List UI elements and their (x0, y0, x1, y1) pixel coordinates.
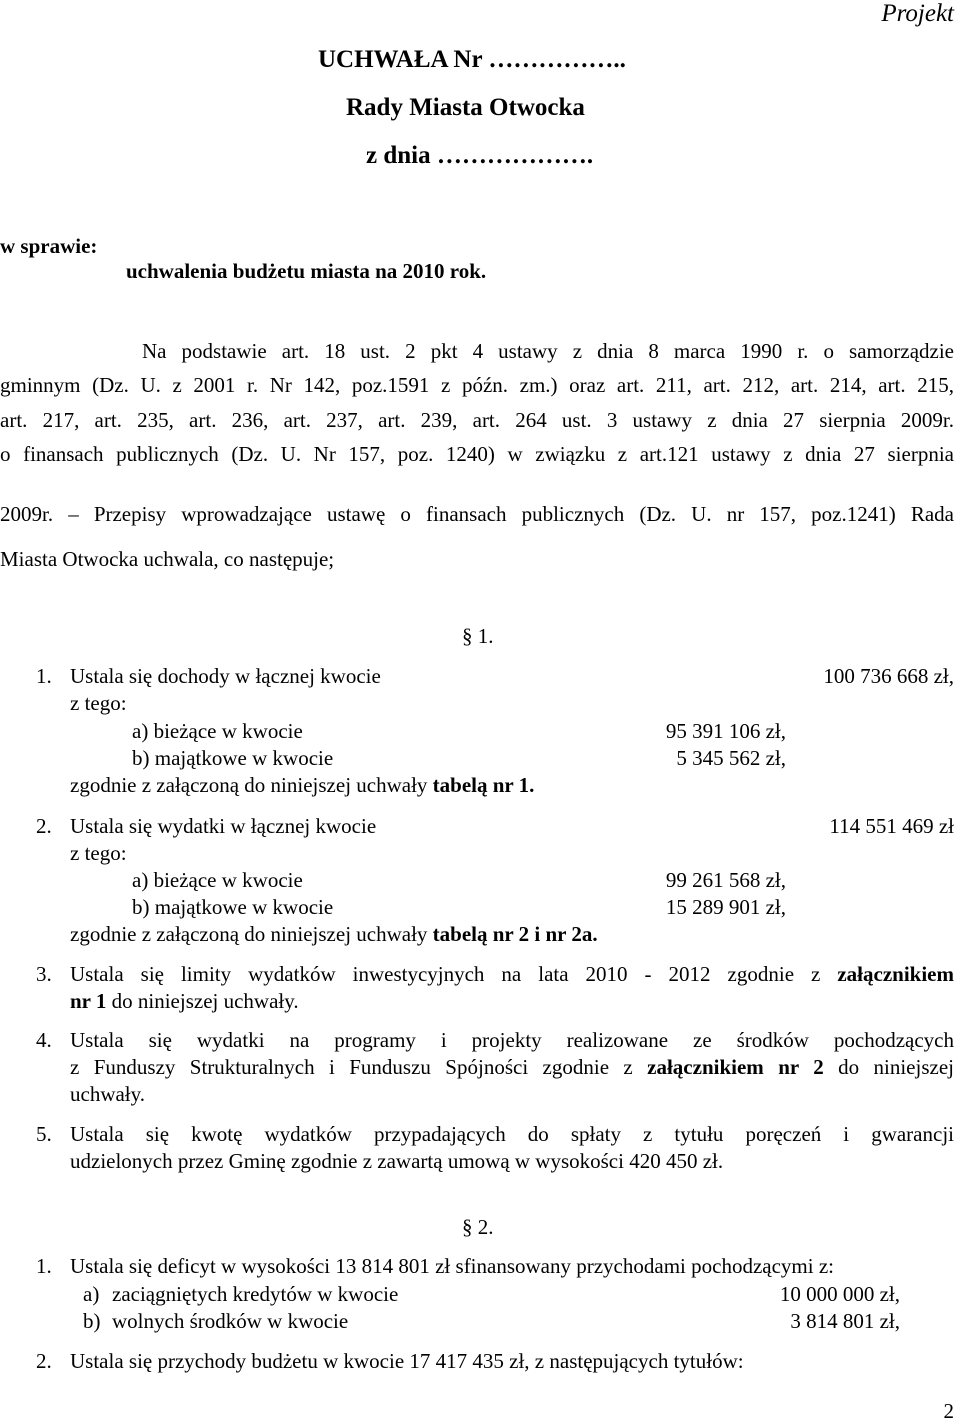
projekt-label: Projekt (881, 0, 954, 27)
subitem-letter: b) (83, 1309, 101, 1333)
section-heading: § 2. (462, 1215, 494, 1239)
current-income-value: 95 391 106 zł, (665, 719, 786, 743)
item-text-part: do niniejszej (823, 1055, 954, 1079)
attachment-ref: załącznikiem nr 2 (647, 1055, 824, 1079)
subitem-letter: a) (83, 1282, 100, 1306)
current-income-label: a) bieżące w kwocie (132, 719, 303, 743)
item-text (70, 1054, 954, 1081)
note-table-ref: tabelą nr 2 i nr 2a. (432, 922, 598, 946)
note-text: zgodnie z załączoną do niniejszej uchwały (70, 922, 433, 946)
item-text: Ustala się kwotę wydatków przypadających do spłaty z tytułu poręczeń i gwarancji (70, 1122, 954, 1146)
item-number: 1. (36, 1254, 52, 1278)
item-number: 1. (36, 664, 52, 688)
item-text: Ustala się przychody budżetu w kwocie 17 417 435 zł, z następujących tytułów: (70, 1349, 744, 1373)
current-expense-label: a) bieżące w kwocie (132, 868, 303, 892)
current-expense-value: 99 261 568 zł, (665, 868, 786, 892)
item-number: 2. (36, 814, 52, 838)
section-heading: § 1. (462, 624, 494, 648)
resolution-date: z dnia ………………. (366, 142, 594, 169)
item-note (70, 772, 534, 799)
note-text: zgodnie z załączoną do niniejszej uchwały (70, 773, 433, 797)
capital-expense-value: 15 289 901 zł, (665, 895, 786, 919)
item-text: Ustala się deficyt w wysokości 13 814 801 zł sfinansowany przychodami pochodzącymi z: (70, 1254, 834, 1278)
item-text: Ustala się wydatki w łącznej kwocie (70, 814, 377, 838)
council-name: Rady Miasta Otwocka (346, 94, 585, 121)
loans-label: zaciągniętych kredytów w kwocie (112, 1282, 399, 1306)
item-text (70, 961, 954, 988)
item-text: udzielonych przez Gminę zgodnie z zawartą umową w wysokości 420 450 zł. (70, 1149, 724, 1173)
total-amount: 114 551 469 zł (829, 814, 954, 838)
item-text: uchwały. (70, 1082, 146, 1106)
item-number: 3. (36, 962, 52, 986)
item-number: 5. (36, 1122, 52, 1146)
item-number: 2. (36, 1349, 52, 1373)
loans-value: 10 000 000 zł, (779, 1282, 900, 1306)
item-text-part: Ustala się limity wydatków inwestycyjnych na lata 2010 - 2012 zgodnie z (70, 962, 838, 986)
item-text-part: z Funduszy Strukturalnych i Funduszu Spójności zgodnie z (70, 1055, 648, 1079)
item-text: Ustala się dochody w łącznej kwocie (70, 664, 381, 688)
item-number: 4. (36, 1028, 52, 1052)
preamble-line: Miasta Otwocka uchwala, co następuje; (0, 547, 335, 571)
preamble-line: gminnym (Dz. U. z 2001 r. Nr 142, poz.1591 z późn. zm.) oraz art. 211, art. 212, art. 214, art. 215, (0, 373, 954, 397)
note-table-ref: tabelą nr 1. (432, 773, 535, 797)
item-note (70, 921, 598, 948)
item-text (70, 988, 299, 1015)
z-tego-label: z tego: (70, 841, 127, 865)
preamble-line: o finansach publicznych (Dz. U. Nr 157, poz. 1240) w związku z art.121 ustawy z dnia 27 sierpnia (0, 442, 954, 466)
z-tego-label: z tego: (70, 691, 127, 715)
free-funds-label: wolnych środków w kwocie (112, 1309, 349, 1333)
preamble-line: Na podstawie art. 18 ust. 2 pkt 4 ustawy z dnia 8 marca 1990 r. o samorządzie (142, 339, 954, 363)
subject-label: w sprawie: (0, 234, 98, 258)
capital-expense-label: b) majątkowe w kwocie (132, 895, 334, 919)
total-amount: 100 736 668 zł, (823, 664, 954, 688)
resolution-number: UCHWAŁA Nr …………….. (318, 46, 626, 73)
free-funds-value: 3 814 801 zł, (790, 1309, 900, 1333)
subject-text: uchwalenia budżetu miasta na 2010 rok. (126, 259, 487, 283)
preamble-line: art. 217, art. 235, art. 236, art. 237, art. 239, art. 264 ust. 3 ustawy z dnia 27 sierpnia 2009r. (0, 408, 954, 432)
attachment-ref: załącznikiem (837, 962, 954, 986)
item-text: Ustala się wydatki na programy i projekty realizowane ze środków pochodzących (70, 1028, 954, 1052)
preamble-line: 2009r. – Przepisy wprowadzające ustawę o finansach publicznych (Dz. U. nr 157, poz.1241) Rada (0, 502, 954, 526)
page-number: 2 (943, 1399, 954, 1423)
attachment-ref: nr 1 (70, 989, 107, 1013)
item-text-part: do niniejszej uchwały. (106, 989, 299, 1013)
capital-income-label: b) majątkowe w kwocie (132, 746, 334, 770)
capital-income-value: 5 345 562 zł, (676, 746, 786, 770)
